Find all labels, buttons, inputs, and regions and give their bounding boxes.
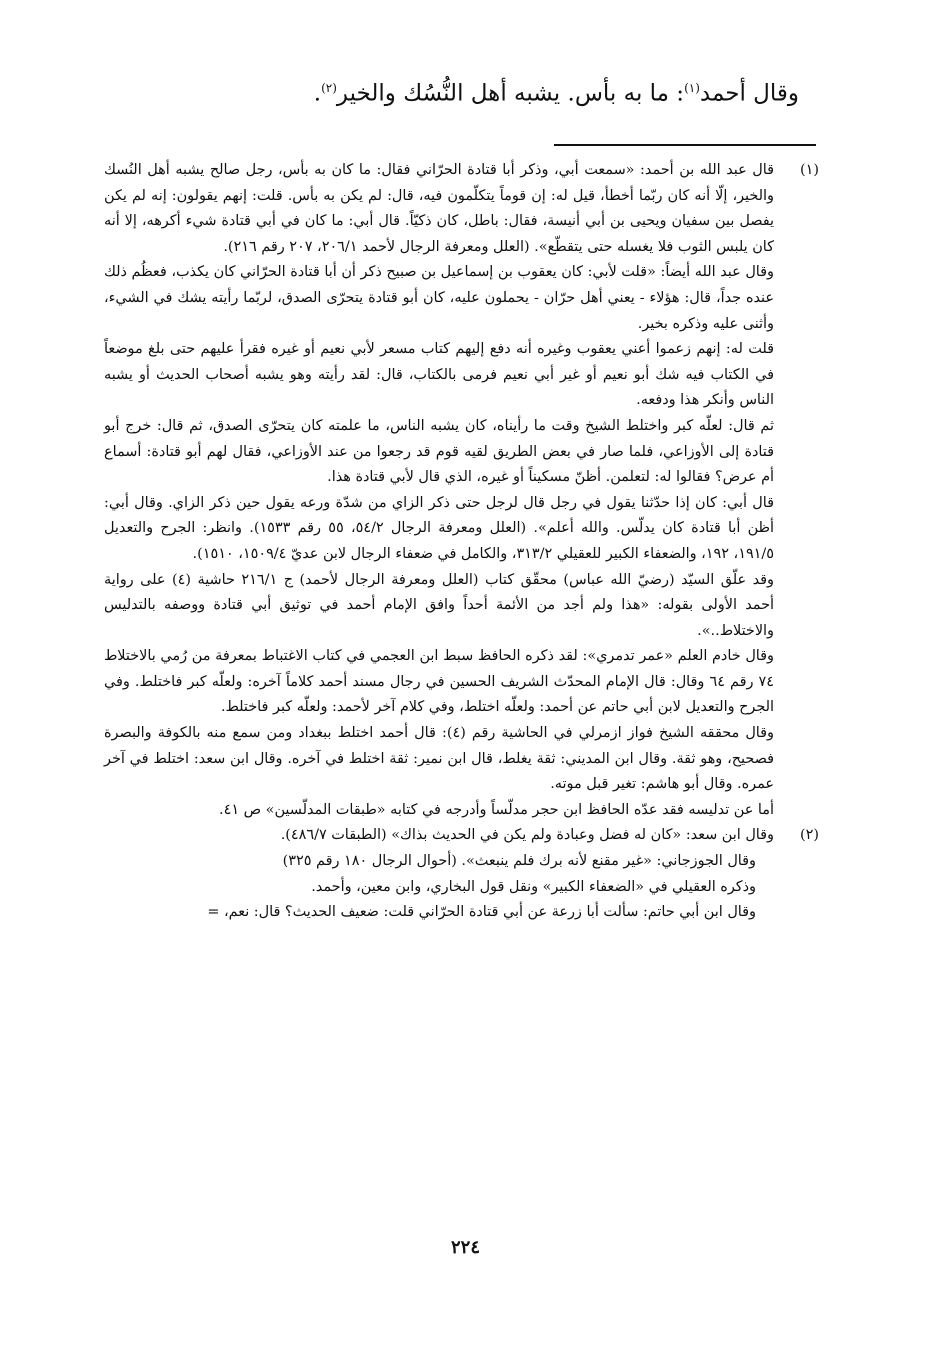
footnote-marker: (١) (800, 162, 819, 178)
footnotes (104, 158, 819, 926)
main-text (180, 68, 799, 114)
footnote-paragraph: وذكره العقيلي في «الضعفاء الكبير» ونقل قول البخاري، وابن معين، وأحمد. (311, 878, 756, 895)
footnote-paragraph: قال أبي: كان إذا حدّثنا يقول في رجل قال لرجل حتى ذكر الزاي من شدّة ورعه يقول حين ذكر الزاي. وقال أبي: أظن أبا قتادة كان يدلّس. والله أعلم». (العلل ومعرفة الرجال ٥٤/٢، ٥٥ رقم ١٥٣٣). وانظر: الجرح والتعديل ١٩١/٥، ١٩٢، والضعفاء الكبير للعقيلي ٣١٣/٢، والكامل في ضعفاء الرجال لابن عديّ ١٥٠٩/٤، ١٥١٠). (104, 494, 774, 562)
main-text-part-b: : ما به بأس. يشبه أهل النُّسُك والخير (336, 80, 685, 107)
footnote-2 (104, 823, 819, 925)
footnote-paragraph: قال عبد الله بن أحمد: «سمعت أبي، وذكر أبا قتادة الحرّاني فقال: ما كان به بأس، رجل صالح يشبه أهل النُسك والخير، إلّا أنه كان ربّما أخطأ، قيل له: إن قوماً يتكلّمون فيه، قال: لم يكن به بأس. قلت: إنهم يقولون: إنه لم يكن يفصل بين سفيان ويحيى بن أبي أنيسة، فقال: باطل، كان ذكيّاً. قال أبي: ما كان في أبي قتادة شيء أكرهه، إلا أنه كان يلبس الثوب فلا يغسله حتى يتقطّع». (العلل ومعرفة الرجال لأحمد ٢٠٦/١، ٢٠٧ رقم ٢١٦). (104, 162, 774, 255)
footnote-paragraph: وقال ابن أبي حاتم: سألت أبا زرعة عن أبي قتادة الحرّاني قلت: ضعيف الحديث؟ قال: نعم، = (207, 904, 756, 921)
footnote-paragraph: وقال ابن سعد: «كان له فضل وعبادة ولم يكن في الحديث بذاك» (الطبقات ٤٨٦/٧). (280, 827, 774, 844)
footnote-paragraph: أما عن تدليسه فقد عدّه الحافظ ابن حجر مدلّساً وأدرجه في كتابه «طبقات المدلّسين» ص ٤١. (219, 801, 774, 818)
footnote-paragraph: وقال عبد الله أيضاً: «قلت لأبي: كان يعقوب بن إسماعيل بن صبيح ذكر أن أبا قتادة الحرّاني كان يكذب، فعظُم ذلك عنده جداً، قال: هؤلاء - يعني أهل حرّان - يحملون عليه، كان أبو قتادة يتحرّى الصدق، لربّما رأيته يشك في الشيء، وأثنى عليه وذكره بخير. (104, 264, 774, 332)
footnote-ref-2: (٢) (321, 81, 337, 95)
footnote-paragraph: وقد علّق السيّد (رضيّ الله عباس) محقّق كتاب (العلل ومعرفة الرجال لأحمد) ج ٢١٦/١ حاشية (٤) على رواية أحمد الأولى بقوله: «هذا ولم أجد من الأئمة أحداً وافق الإمام أحمد في توثيق أبي قتادة ووصفه بالتدليس والاختلاط..». (104, 571, 774, 639)
footnote-ref-1: (١) (684, 81, 700, 95)
footnote-marker: (٢) (800, 827, 819, 844)
footnote-paragraph: وقال خادم العلم «عمر تدمري»: لقد ذكره الحافظ سبط ابن العجمي في كتاب الاغتباط بمعرفة من رُمي بالاختلاط ٧٤ رقم ٦٤ وقال: قال الإمام المحدّث الشريف الحسين في رجال مسند أحمد كلاماً آخره: ولعلّه كبر فاختلط. وفي الجرح والتعديل لابن أبي حاتم عن أحمد: ولعلّه اختلط، وفي كلام آخر لأحمد: ولعلّه كبر فاختلط. (104, 648, 774, 716)
footnote-separator (554, 144, 816, 146)
footnote-paragraph: وقال محققه الشيخ فواز ازمرلي في الحاشية رقم (٤): قال أحمد اختلط ببغداد ومن سمع منه بالكوفة والبصرة فصحيح، وهو ثقة. وقال ابن المديني: ثقة يغلط، قال ابن نمير: ثقة اختلط في آخره. وقال ابن سعد: اختلط في آخر عمره. وقال أبو هاشم: تغير قبل موته. (104, 725, 774, 793)
main-text-part-a: وقال أحمد (699, 80, 799, 107)
footnote-paragraph: وقال الجوزجاني: «غير مقنع لأنه برك فلم ينبعث». (أحوال الرجال ١٨٠ رقم ٣٢٥) (282, 853, 756, 870)
page-number: ٢٢٤ (450, 1237, 480, 1258)
footnote-1 (104, 158, 819, 823)
footnote-paragraph: ثم قال: لعلّه كبر واختلط الشيخ وقت ما رأيناه، كان يشبه الناس، ما علمته كان يتحرّى الصدق، ثم قال: خرج أبو قتادة إلى الأوزاعي، فلما صار في بعض الطريق لقيه قوم قد رجعوا من عند الأوزاعي، فقال لهم أبو قتادة: أسماع أم عرض؟ فقالوا له: لتعلمن. أظنّ مسكيناً أو غيره، الذي قال لأبي قتادة هذا. (104, 417, 774, 486)
main-text-part-c: . (313, 80, 322, 107)
footnote-paragraph: قلت له: إنهم زعموا أعني يعقوب وغيره أنه دفع إليهم كتاب مسعر لأبي نعيم أو غيره فقرأ عليهم حتى بلغ موضعاً في الكتاب فيه شك أبو نعيم أو غير أبي نعيم فرمى بالكتاب، قال: لقد رأيته وهو يشبه أصحاب الحديث أو يشبه الناس وأنكر هذا ودفعه. (104, 341, 774, 409)
